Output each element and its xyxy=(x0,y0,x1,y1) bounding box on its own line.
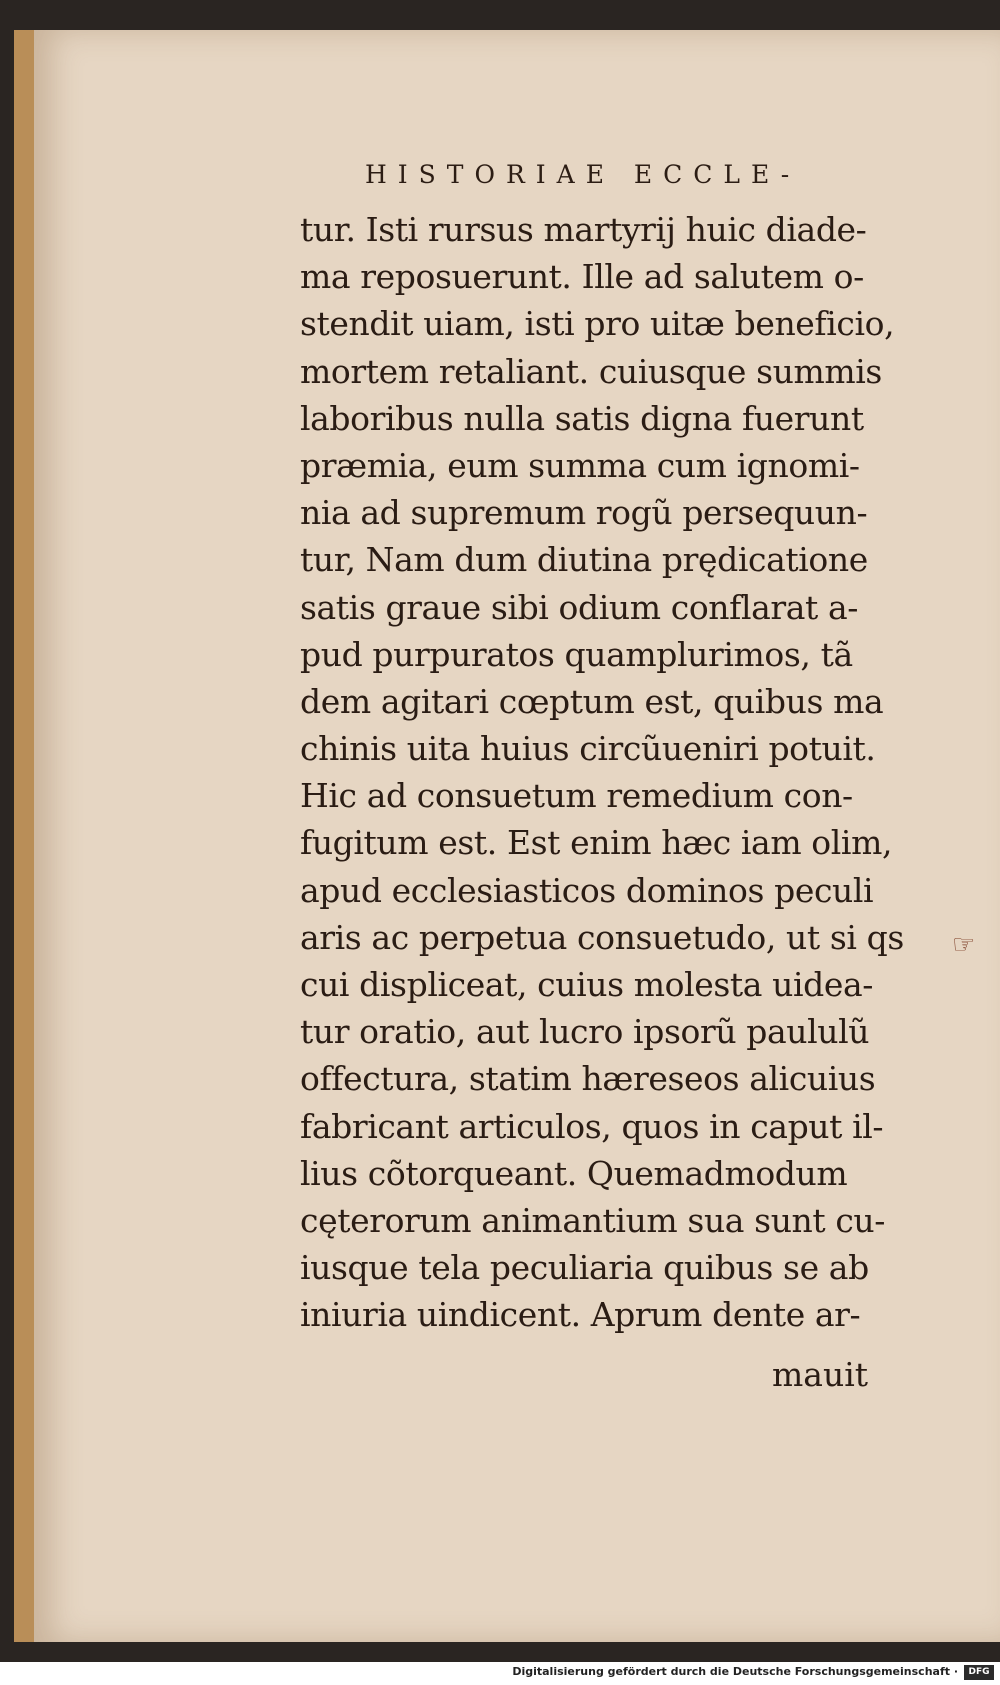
text-line: cęterorum animantium sua sunt cu- xyxy=(300,1200,886,1240)
text-line: tur. Isti rursus martyrij huic diade- xyxy=(300,210,867,249)
text-line: tur, Nam dum diutina prędicatione xyxy=(300,540,868,580)
text-line: satis graue sibi odium conflarat a- xyxy=(300,587,859,627)
text-line: pud purpuratos quamplurimos, tã xyxy=(300,634,853,674)
text-line: præmia, eum summa cum ignomi- xyxy=(300,445,860,485)
text-line: ma reposuerunt. Ille ad salutem o- xyxy=(300,257,864,297)
dfg-logo: DFG xyxy=(964,1665,994,1680)
text-line: mortem retaliant. cuiusque summis xyxy=(300,351,882,391)
text-line: tur oratio, aut lucro ipsorũ paululũ xyxy=(300,1012,870,1052)
text-line: fugitum est. Est enim hæc iam olim, xyxy=(300,823,893,863)
text-line: iniuria uindicent. Aprum dente ar- xyxy=(300,1295,861,1335)
text-line: dem agitari cœptum est, quibus ma xyxy=(300,681,884,721)
text-line: offectura, statim hæreseos alicuius xyxy=(300,1059,876,1099)
funding-credit: Digitalisierung gefördert durch die Deutsche Forschungsgemeinschaft · xyxy=(512,1665,958,1678)
text-line: Hic ad consuetum remedium con- xyxy=(300,776,853,816)
text-line: cui displiceat, cuius molesta uidea- xyxy=(300,965,874,1004)
text-line: lius cõtorqueant. Quemadmodum xyxy=(300,1153,848,1193)
text-line: aris ac perpetua consuetudo, ut si qs xyxy=(300,917,904,957)
catchword: mauit xyxy=(772,1355,869,1394)
text-line: fabricant articulos, quos in caput il- xyxy=(300,1106,884,1146)
footer-bar xyxy=(0,1662,1000,1685)
body-text xyxy=(300,206,940,1339)
text-line: apud ecclesiasticos dominos peculi xyxy=(300,870,874,910)
text-line: laboribus nulla satis digna fuerunt xyxy=(300,398,864,438)
running-head: HISTORIAE ECCLE- xyxy=(365,160,801,189)
text-line: nia ad supremum rogũ persequun- xyxy=(300,493,868,533)
manicule-mark: ☞ xyxy=(952,930,976,960)
text-line: iusque tela peculiaria quibus se ab xyxy=(300,1248,869,1288)
text-line: chinis uita huius circũueniri potuit. xyxy=(300,729,876,769)
text-line: stendit uiam, isti pro uitæ beneficio, xyxy=(300,304,895,344)
